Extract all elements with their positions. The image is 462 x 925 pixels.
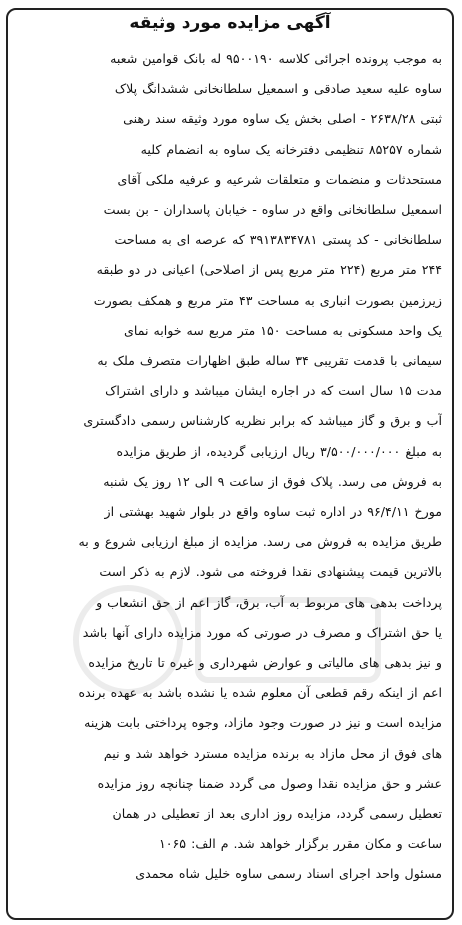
notice-line: ۲۴۴ متر مربع (۲۲۴ متر مربع پس از اصلاحی) اعیانی در دو طبقه (96, 262, 442, 278)
notice-body (18, 44, 442, 906)
notice-line: های فوق از محل مازاد به برنده مزایده مسترد خواهد شد و نیم (103, 745, 442, 761)
notice-frame (6, 8, 454, 920)
notice-line: ساوه علیه سعید صادقی و اسمعیل سلطانخانی ششدانگ پلاک (114, 81, 442, 97)
notice-line: سلطانخانی - کد پستی ۳۹۱۳۸۳۴۷۸۱ که عرصه ای به مساحت (114, 232, 442, 248)
notice-line: اعم از اینکه رقم قطعی آن معلوم شده یا نشده باشد به عهده برنده (78, 685, 442, 701)
notice-line: یا حق اشتراک و مصرف در صورتی که مورد مزایده دارای آنها باشد (82, 624, 442, 640)
notice-signature: مسئول واحد اجرای اسناد رسمی ساوه خلیل شاه محمدی (135, 866, 442, 882)
notice-line: به فروش می رسد. پلاک فوق از ساعت ۹ الی ۱۲ روز یک شنبه (103, 473, 442, 489)
notice-line: ساعت و مکان مقرر برگزار خواهد شد. م الف: ۱۰۶۵ (159, 836, 442, 852)
notice-line: و نیز بدهی های مالیاتی و عوارض شهرداری و غیره تا تاریخ مزایده (88, 655, 442, 671)
notice-line: یک واحد مسکونی به مساحت ۱۵۰ متر مربع سه خوابه نمای (124, 322, 442, 338)
notice-line: آب و برق و گاز میباشد که برابر نظریه کارشناس رسمی دادگستری (83, 413, 442, 429)
notice-line: به موجب پرونده اجرائی کلاسه ۹۵۰۰۱۹۰ له بانک قوامین شعبه (110, 51, 442, 66)
notice-line: مزایده است و نیز در صورت وجود مازاد، وجوه پرداختی بابت هزینه (84, 715, 442, 731)
notice-line: سیمانی با قدمت تقریبی ۳۴ ساله طبق اظهارات متصرف ملک به (97, 353, 442, 369)
notice-line: شماره ۸۵۲۵۷ تنظیمی دفترخانه یک ساوه به انضمام کلیه (140, 141, 442, 157)
notice-line: اسمعیل سلطانخانی واقع در ساوه - خیابان پاسداران - بن بست (103, 202, 442, 218)
notice-line: بالاترین قیمت پیشنهادی نقدا فروخته می شود. لازم به ذکر است (99, 564, 442, 580)
notice-line: ثبتی ۲۶۳۸/۲۸ - اصلی بخش یک ساوه مورد وثیقه سند رهنی (123, 111, 442, 127)
notice-line: به مبلغ ۳/۵۰۰/۰۰۰/۰۰۰ ریال ارزیابی گردیده، از طریق مزایده (116, 443, 442, 459)
notice-line: تعطیل رسمی گردد، مزایده روز اداری بعد از تعطیلی در همان (112, 806, 442, 822)
notice-line: زیرزمین بصورت انباری به مساحت ۴۳ متر مربع و همکف بصورت (93, 292, 442, 308)
notice-line: پرداخت بدهی های مربوط به آب، برق، گاز اعم از حق انشعاب و (96, 594, 442, 610)
notice-line: طریق مزایده به فروش می رسد. مزایده از مبلغ ارزیابی شروع و به (78, 534, 442, 550)
title-wrap (8, 8, 452, 38)
notice-line: مدت ۱۵ سال است که در اجاره ایشان میباشد و دارای اشتراک (105, 383, 442, 399)
notice-line: عشر و حق مزایده نقدا وصول می گردد ضمنا چنانچه روز مزایده (97, 775, 442, 791)
notice-title: آگهی مزایده مورد وثیقه (119, 13, 340, 33)
notice-line: مورخ ۹۶/۴/۱۱ در اداره ثبت ساوه واقع در بلوار شهید بهشتی از (104, 504, 442, 520)
notice-line: مستحدثات و منضمات و متعلقات شرعیه و عرفیه ملکی آقای (117, 171, 442, 187)
